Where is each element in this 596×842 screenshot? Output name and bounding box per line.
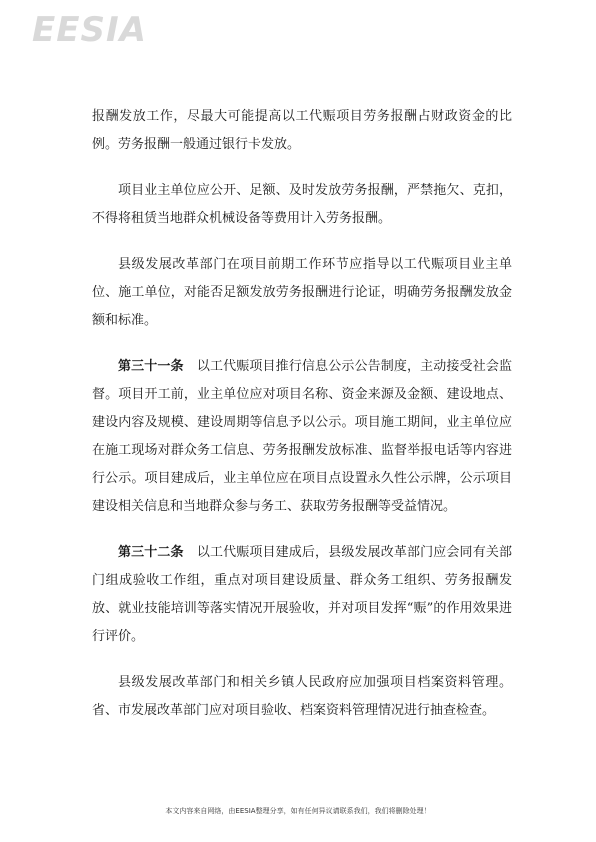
paragraph-text: 以工代赈项目建成后，县级发展改革部门应会同有关部门组成验收工作组，重点对项目建设质量、群众务工组织、劳务报酬发放、就业技能培训等落实情况开展验收，并对项目发挥“赈”的作用效果进行评价。 [92,545,512,644]
paragraph-text: 县级发展改革部门和相关乡镇人民政府应加强项目档案资料管理。省、市发展改革部门应对项目验收、档案资料管理情况进行抽查检查。 [92,675,512,718]
article-32 [92,539,512,651]
paragraph-text: 以工代赈项目推行信息公示公告制度，主动接受社会监督。项目开工前，业主单位应对项目名称、资金来源及金额、建设地点、建设内容及规模、建设周期等信息予以公示。项目施工期间，业主单位应在施工现场对群众务工信息、劳务报酬发放标准、监督举报电话等内容进行公示。项目建成后，业主单位应在项目点设置永久性公示牌，公示项目建设相关信息和当地群众参与务工、获取劳务报酬等受益情况。 [92,359,512,514]
article-number: 第三十一条 [118,359,184,374]
paragraph-2 [92,177,512,233]
paragraph-1 [92,103,512,159]
footer-disclaimer: 本文内容来自网络，由EESIA整理分享，如有任何异议请联系我们，我们将删除处理！ [165,807,431,815]
paragraph-text: 报酬发放工作，尽最大可能提高以工代赈项目劳务报酬占财政资金的比例。劳务报酬一般通过银行卡发放。 [92,109,512,152]
paragraph-text: 项目业主单位应公开、足额、及时发放劳务报酬，严禁拖欠、克扣，不得将租赁当地群众机械设备等费用计入劳务报酬。 [92,183,512,226]
paragraph-6 [92,669,512,725]
eesia-logo: EESIA [32,10,147,50]
paragraph-3 [92,251,512,335]
article-31 [92,353,512,521]
article-number: 第三十二条 [118,545,184,560]
document-body [92,103,512,743]
paragraph-text: 县级发展改革部门在项目前期工作环节应指导以工代赈项目业主单位、施工单位，对能否足额发放劳务报酬进行论证，明确劳务报酬发放金额和标准。 [92,257,512,328]
